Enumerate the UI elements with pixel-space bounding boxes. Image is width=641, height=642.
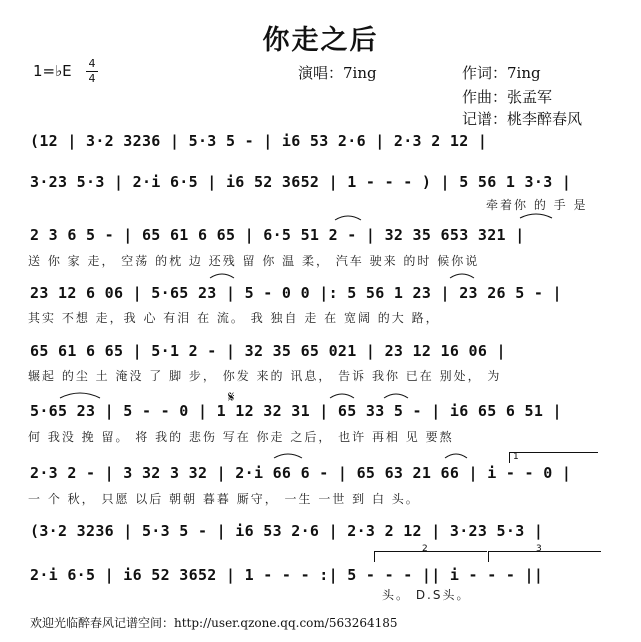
- score-row-9-notes: 2·i 6·5 | i6 52 3652 | 1 - - - :| 5 - - - || i - - - ||: [30, 566, 544, 584]
- time-signature-top: 4: [88, 57, 96, 70]
- score-row-2-lyrics: 牵着你 的 手 是: [486, 198, 588, 212]
- score-row-5-lyrics: 辗起 的尘 土 淹没 了 脚 步， 你发 来的 讯息， 告诉 我你 已在 别处， 为: [28, 369, 502, 383]
- score-row-9-lyrics: 头。 D.S头。: [382, 588, 471, 602]
- slur-5: [60, 393, 100, 398]
- singer-credit: 演唱：7ing: [298, 64, 377, 82]
- composer-credit: 作曲：张孟军: [462, 88, 553, 106]
- slur-7: [384, 394, 408, 398]
- score-row-6-lyrics: 何 我没 挽 留。 将 我的 悲伤 写在 你走 之后， 也许 再相 见 要熬: [28, 430, 454, 444]
- slur-9: [445, 454, 467, 458]
- page-title: 你走之后: [262, 25, 379, 56]
- score-row-2-notes: 3·23 5·3 | 2·i 6·5 | i6 52 3652 | 1 - - - ) | 5 56 1 3·3 |: [30, 173, 572, 191]
- score-row-4-lyrics: 其实 不想 走，我 心 有泪 在 流。 我 独自 走 在 宽阔 的大 路，: [28, 311, 440, 325]
- slur-4: [450, 274, 474, 278]
- slur-6: [330, 394, 354, 398]
- score-row-3-notes: 2 3 6 5 - | 65 61 6 65 | 6·5 51 2 - | 32 35 653 321 |: [30, 226, 525, 244]
- segno-sign: 𝄋: [228, 388, 235, 406]
- slur-8: [274, 454, 302, 458]
- score-row-7-notes: 2·3 2 - | 3 32 3 32 | 2·i 66 6 - | 65 63 21 66 | i - - 0 |: [30, 464, 572, 482]
- transcriber-credit: 记谱：桃李醉春风: [462, 110, 583, 128]
- volta-label-1: 1: [513, 452, 519, 462]
- score-row-7-lyrics: 一 个 秋， 只愿 以后 朝朝 暮暮 厮守， 一生 一世 到 白 头。: [28, 492, 420, 506]
- score-row-6-notes: 5·65 23 | 5 - - 0 | 1 12 32 31 | 65 33 5 - | i6 65 6 51 |: [30, 402, 562, 420]
- key-signature: 1=♭E: [33, 62, 72, 80]
- slur-1: [335, 216, 361, 220]
- slur-2: [520, 214, 552, 218]
- score-row-1-notes: (12 | 3·2 3236 | 5·3 5 - | i6 53 2·6 | 2·3 2 12 |: [30, 132, 488, 150]
- slur-3: [210, 274, 234, 278]
- score-row-4-notes: 23 12 6 06 | 5·65 23 | 5 - 0 0 |: 5 56 1 23 | 23 26 5 - |: [30, 284, 562, 302]
- score-row-8-notes: (3·2 3236 | 5·3 5 - | i6 53 2·6 | 2·3 2 12 | 3·23 5·3 |: [30, 522, 544, 540]
- lyricist-credit: 作词：7ing: [462, 64, 541, 82]
- score-row-5-notes: 65 61 6 65 | 5·1 2 - | 32 35 65 021 | 23 12 16 06 |: [30, 342, 506, 360]
- volta-label-2: 2: [422, 544, 428, 554]
- footer-credit: 欢迎光临醉春风记谱空间：http://user.qzone.qq.com/563264185: [30, 616, 398, 630]
- volta-label-3: 3: [536, 544, 542, 554]
- score-row-3-lyrics: 送 你 家 走， 空荡 的枕 边 还残 留 你 温 柔， 汽车 驶来 的时 候你说: [28, 254, 480, 268]
- time-signature-bottom: 4: [88, 72, 96, 85]
